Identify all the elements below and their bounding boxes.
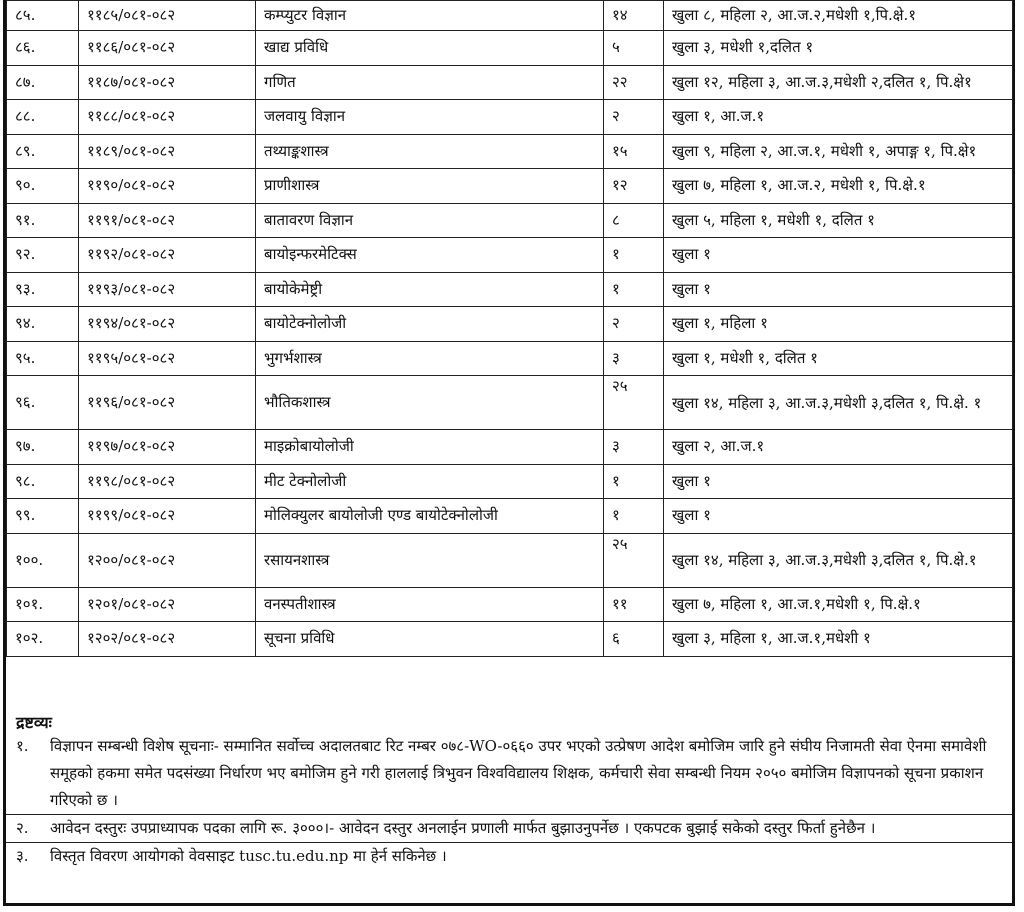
serial-number-cell: ९४. (7, 307, 79, 342)
seat-count-cell: २२ (604, 65, 664, 100)
seat-distribution-cell: खुला १ (664, 464, 1013, 499)
serial-number-cell: १०१. (7, 587, 79, 622)
advertisement-code-cell: ११८७/०८१-०८२ (79, 65, 256, 100)
subject-cell: कम्प्युटर विज्ञान (256, 1, 604, 31)
seat-distribution-cell: खुला १ (664, 272, 1013, 307)
notice-frame (3, 0, 1015, 906)
seat-count-cell: १ (604, 464, 664, 499)
table-row (7, 587, 1013, 622)
seat-distribution-cell: खुला १४, महिला ३, आ.ज.३,मधेशी ३,दलित १, पि.क्षे.१ (664, 533, 1013, 587)
table-row (7, 1, 1013, 31)
subject-cell: जलवायु विज्ञान (256, 100, 604, 135)
seat-distribution-cell: खुला ३, मधेशी १,दलित १ (664, 31, 1013, 66)
serial-number-cell: ८९. (7, 134, 79, 169)
subject-cell: बायोइन्फरमेटिक्स (256, 238, 604, 273)
seat-count-cell: ३ (604, 341, 664, 376)
subject-cell: गणित (256, 65, 604, 100)
table-row (7, 430, 1013, 465)
seat-count-cell: ३ (604, 430, 664, 465)
subject-cell: बायोटेक्नोलोजी (256, 307, 604, 342)
seat-distribution-cell: खुला १ (664, 499, 1013, 534)
note-item (6, 814, 1012, 842)
serial-number-cell: ९२. (7, 238, 79, 273)
seat-count-cell: १ (604, 272, 664, 307)
seat-distribution-cell: खुला १, महिला १ (664, 307, 1013, 342)
serial-number-cell: ९७. (7, 430, 79, 465)
advertisement-code-cell: ११९२/०८१-०८२ (79, 238, 256, 273)
table-row (7, 31, 1013, 66)
seat-count-cell: १४ (604, 1, 664, 31)
serial-number-cell: ८७. (7, 65, 79, 100)
seat-distribution-cell: खुला १४, महिला ३, आ.ज.३,मधेशी ३,दलित १, पि.क्षे. १ (664, 376, 1013, 430)
seat-count-cell: १२ (604, 169, 664, 204)
seat-distribution-cell: खुला १ (664, 238, 1013, 273)
advertisement-code-cell: ११९५/०८१-०८२ (79, 341, 256, 376)
table-row (7, 238, 1013, 273)
table-row (7, 499, 1013, 534)
table-row (7, 169, 1013, 204)
advertisement-code-cell: ११९६/०८१-०८२ (79, 376, 256, 430)
seat-count-cell: २५ (604, 533, 664, 587)
subject-cell: मोलिक्युलर बायोलोजी एण्ड बायोटेक्नोलोजी (256, 499, 604, 534)
note-number: २. (16, 819, 29, 837)
seat-distribution-cell: खुला ७, महिला १, आ.ज.१,मधेशी १, पि.क्षे.१ (664, 587, 1013, 622)
seat-count-cell: २ (604, 307, 664, 342)
table-row (7, 65, 1013, 100)
table-row (7, 307, 1013, 342)
advertisement-code-cell: १२०२/०८१-०८२ (79, 622, 256, 657)
subject-cell: माइक्रोबायोलोजी (256, 430, 604, 465)
table-row (7, 376, 1013, 430)
subject-cell: रसायनशास्त्र (256, 533, 604, 587)
serial-number-cell: ९६. (7, 376, 79, 430)
seat-distribution-cell: खुला ८, महिला २, आ.ज.२,मधेशी १,पि.क्षे.१ (664, 1, 1013, 31)
seat-count-cell: ८ (604, 203, 664, 238)
subject-cell: भौतिकशास्त्र (256, 376, 604, 430)
seat-count-cell: १ (604, 238, 664, 273)
advertisement-code-cell: १२०१/०८१-०८२ (79, 587, 256, 622)
subject-cell: प्राणीशास्त्र (256, 169, 604, 204)
seat-count-cell: १ (604, 499, 664, 534)
serial-number-cell: ९०. (7, 169, 79, 204)
seat-count-cell: २५ (604, 376, 664, 430)
subject-cell: बायोकेमेष्ट्री (256, 272, 604, 307)
advertisement-code-cell: १२००/०८१-०८२ (79, 533, 256, 587)
table-row (7, 272, 1013, 307)
seat-distribution-cell: खुला ३, महिला १, आ.ज.१,मधेशी १ (664, 622, 1013, 657)
seat-count-cell: २ (604, 100, 664, 135)
serial-number-cell: ८५. (7, 1, 79, 31)
subject-cell: मीट टेक्नोलोजी (256, 464, 604, 499)
note-text: विस्तृत विवरण आयोगको वेवसाइट tusc.tu.edu.np मा हेर्न सकिनेछ । (50, 847, 447, 865)
table-row (7, 100, 1013, 135)
note-item (6, 842, 1012, 870)
advertisement-code-cell: ११९०/०८१-०८२ (79, 169, 256, 204)
seat-distribution-cell: खुला १२, महिला ३, आ.ज.३,मधेशी २,दलित १, पि.क्षे१ (664, 65, 1013, 100)
notes-section (6, 703, 1012, 870)
serial-number-cell: ९५. (7, 341, 79, 376)
table-row (7, 622, 1013, 657)
note-number: ३. (16, 847, 29, 865)
advertisement-code-cell: ११९९/०८१-०८२ (79, 499, 256, 534)
serial-number-cell: ८६. (7, 31, 79, 66)
advertisement-code-cell: ११८८/०८१-०८२ (79, 100, 256, 135)
serial-number-cell: ८८. (7, 100, 79, 135)
serial-number-cell: ९८. (7, 464, 79, 499)
subject-cell: भुगर्भशास्त्र (256, 341, 604, 376)
seat-distribution-cell: खुला ७, महिला १, आ.ज.२, मधेशी १, पि.क्षे.१ (664, 169, 1013, 204)
seat-count-cell: ६ (604, 622, 664, 657)
seat-count-cell: ११ (604, 587, 664, 622)
seat-distribution-cell: खुला २, आ.ज.१ (664, 430, 1013, 465)
advertisement-code-cell: ११९७/०८१-०८२ (79, 430, 256, 465)
note-number: १. (16, 737, 29, 755)
note-item (6, 733, 1012, 814)
notes-heading: द्रष्टव्यः (16, 713, 52, 732)
serial-number-cell: ९१. (7, 203, 79, 238)
subject-cell: खाद्य प्रविधि (256, 31, 604, 66)
positions-table-body (7, 1, 1013, 657)
advertisement-code-cell: ११९८/०८१-०८२ (79, 464, 256, 499)
table-row (7, 341, 1013, 376)
table-row (7, 533, 1013, 587)
advertisement-code-cell: ११९१/०८१-०८२ (79, 203, 256, 238)
seat-distribution-cell: खुला ५, महिला १, मधेशी १, दलित १ (664, 203, 1013, 238)
seat-count-cell: १५ (604, 134, 664, 169)
serial-number-cell: १००. (7, 533, 79, 587)
serial-number-cell: ९३. (7, 272, 79, 307)
advertisement-code-cell: ११८९/०८१-०८२ (79, 134, 256, 169)
subject-cell: वनस्पतीशास्त्र (256, 587, 604, 622)
advertisement-code-cell: ११९३/०८१-०८२ (79, 272, 256, 307)
subject-cell: तथ्याङ्कशास्त्र (256, 134, 604, 169)
seat-distribution-cell: खुला १, आ.ज.१ (664, 100, 1013, 135)
seat-distribution-cell: खुला १, मधेशी १, दलित १ (664, 341, 1013, 376)
positions-table (6, 0, 1013, 657)
table-row (7, 464, 1013, 499)
subject-cell: बातावरण विज्ञान (256, 203, 604, 238)
serial-number-cell: १०२. (7, 622, 79, 657)
advertisement-code-cell: ११९४/०८१-०८२ (79, 307, 256, 342)
seat-count-cell: ५ (604, 31, 664, 66)
table-row (7, 203, 1013, 238)
advertisement-code-cell: ११८५/०८१-०८२ (79, 1, 256, 31)
serial-number-cell: ९९. (7, 499, 79, 534)
advertisement-code-cell: ११८६/०८१-०८२ (79, 31, 256, 66)
seat-distribution-cell: खुला ९, महिला २, आ.ज.१, मधेशी १, अपाङ्ग १, पि.क्षे१ (664, 134, 1013, 169)
subject-cell: सूचना प्रविधि (256, 622, 604, 657)
note-text: आवेदन दस्तुरः उपप्राध्यापक पदका लागि रू. ३०००।- आवेदन दस्तुर अनलाईन प्रणाली मार्फत बुझाउनुपर्नेछ । एकपटक बुझाई सकेको दस्तुर फिर्ता हुनेछैन । (50, 819, 876, 837)
table-row (7, 134, 1013, 169)
note-text: विज्ञापन सम्बन्धी विशेष सूचनाः- सम्मानित सर्वोच्च अदालतबाट रिट नम्बर ०७८-WO-०६६० उपर भएको उत्प्रेषण आदेश बमोजिम जारि हुने संघीय निजामती सेवा ऐनमा समावेशी समूहको हकमा समेत पदसंख्या निर्धारण भए बमोजिम हुने गरी हाललाई त्रिभुवन विश्वविद्यालय शिक्षक, कर्मचारी सेवा सम्बन्धी नियम २०५० बमोजिम विज्ञापनको सूचना प्रकाशन गरिएको छ । (50, 737, 987, 809)
